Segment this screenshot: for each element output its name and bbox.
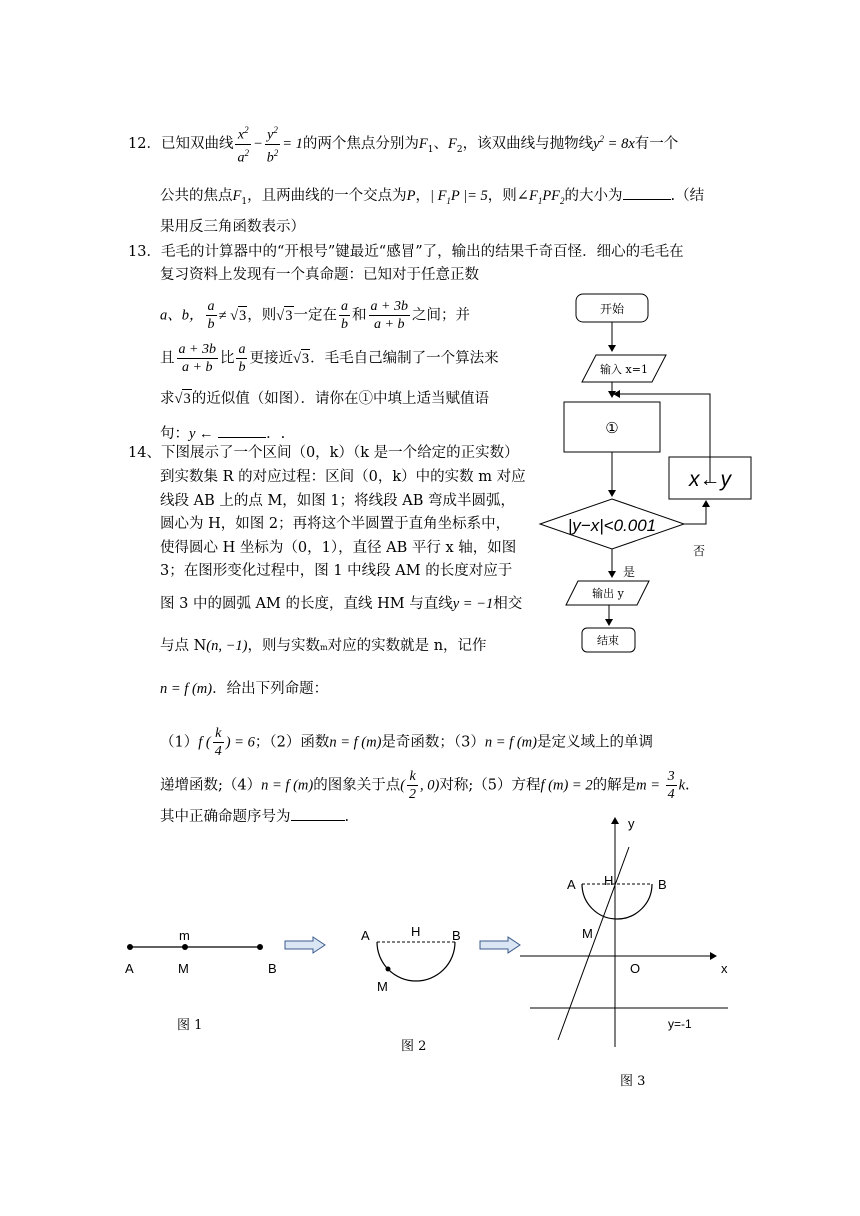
flow-yes-label: 是 bbox=[623, 565, 636, 579]
svg-text:H: H bbox=[604, 873, 614, 888]
q14-line-6: 3；在图形变化过程中，图 1 中线段 AM 的长度对应于 bbox=[160, 563, 513, 579]
frac-k-2: $\frac{k}{2}$ bbox=[409, 769, 417, 802]
frac-a3b-ab-2: $\frac{a + 3b}{a + b}$ bbox=[178, 342, 216, 375]
q12-line-1: 12．已知双曲线 $\frac{x^2}{a^2}$ − $\frac{y^2}{b^2}$ = 1的两个焦点分别为$F_1$、$F_2$，该双曲线与抛物线$y^2 = 8x$有一个 bbox=[128, 122, 678, 166]
q13-line-2: 复习资料上发现有一个真命题：已知对于任意正数 bbox=[160, 267, 479, 283]
q14-line-9: n = f (m)．给出下列命题： bbox=[160, 681, 329, 697]
svg-text:M: M bbox=[178, 961, 189, 976]
svg-text:H: H bbox=[411, 924, 421, 939]
q14-line-11: 递增函数;（4）n = f (m)的图象关于点( $\frac{k}{2}$ , 0)对称;（5）方程f (m) = 2的解是m = $\frac{3}{4}$ k. bbox=[160, 769, 690, 802]
fig1-point-M bbox=[182, 944, 188, 950]
q14-line-2: 到实数集 R 的对应过程：区间（0，k）中的实数 m 对应 bbox=[160, 469, 526, 485]
svg-text:A: A bbox=[361, 928, 370, 943]
flow-no-label: 否 bbox=[693, 544, 706, 558]
q14-line-4: 圆心为 H，如图 2；再将这个半圆置于直角坐标系中， bbox=[160, 516, 511, 532]
svg-text:B: B bbox=[268, 961, 277, 976]
q14-line-5: 使得圆心 H 坐标为（0，1），直径 AB 平行 x 轴，如图 bbox=[160, 540, 517, 556]
q14-line-12: 其中正确命题序号为 . bbox=[160, 806, 349, 826]
q14-line-10: （1）f ( $\frac{k}{4}$ ) = 6；（2）函数n = f (m)是奇函数；（3）n = f (m)是定义域上的单调 bbox=[160, 726, 653, 759]
q12-line-2: 公共的焦点$F_1$，且两曲线的一个交点为P，| $F_1P$ |= 5，则$\angle F_1PF_2$的大小为 .（结 bbox=[160, 185, 704, 211]
fig3-line-HM bbox=[558, 847, 629, 1040]
svg-text:A: A bbox=[567, 877, 576, 892]
frac-a-b-3: $\frac{a}{b}$ bbox=[238, 342, 246, 375]
q14-line-1: 14、下图展示了一个区间（0，k）（k 是一个给定的正实数） bbox=[128, 445, 519, 461]
q13-blank bbox=[218, 423, 266, 438]
q14-line-7: 图 3 中的圆弧 AM 的长度，直线 HM 与直线y = −1相交 bbox=[160, 596, 523, 612]
fig1-caption: 图 1 bbox=[177, 1018, 203, 1033]
svg-text:B: B bbox=[452, 928, 461, 943]
figure-3 bbox=[518, 812, 740, 1097]
q13-line-5: 求√3的近似值（如图）．请你在①中填上适当赋值语 bbox=[160, 391, 489, 407]
q13-line-3: a、b， $\frac{a}{b}$ ≠ √3，则√3一定在 $\frac{a}{b}$ 和 $\frac{a + 3b}{a + b}$ 之间；并 bbox=[160, 299, 470, 332]
frac-3-4: $\frac{3}{4}$ bbox=[667, 769, 675, 802]
flow-input-label: 输入 x=1 bbox=[600, 363, 648, 376]
fig2-caption: 图 2 bbox=[401, 1039, 427, 1054]
q14-blank bbox=[291, 806, 345, 821]
flow-end-label: 结束 bbox=[597, 634, 619, 647]
flow-start-label: 开始 bbox=[599, 302, 625, 316]
fig3-caption: 图 3 bbox=[620, 1074, 646, 1089]
svg-text:B: B bbox=[658, 877, 667, 892]
frac-y2-b2: $\frac{y^2}{b^2}$ bbox=[265, 122, 281, 166]
q13-line-6: 句：y ← ．. bbox=[160, 423, 285, 443]
svg-text:M: M bbox=[377, 979, 388, 994]
q13-line-1: 13．毛毛的计算器中的“开根号”键最近“感冒”了，输出的结果千奇百怪．细心的毛毛在 bbox=[128, 244, 684, 260]
flow-cond-label: |y−x|<0.001 bbox=[567, 516, 657, 535]
frac-a-b: $\frac{a}{b}$ bbox=[207, 299, 215, 332]
svg-text:m: m bbox=[179, 928, 190, 943]
q14-line-8: 与点 N(n, −1)，则与实数m对应的实数就是 n，记作 bbox=[160, 638, 487, 654]
figure-2 bbox=[355, 920, 480, 1060]
q13-line-4: 且 $\frac{a + 3b}{a + b}$ 比 $\frac{a}{b}$ 更接近√3．毛毛自己编制了一个算法来 bbox=[160, 342, 499, 375]
svg-text:A: A bbox=[125, 961, 134, 976]
fig2-point-M bbox=[386, 967, 391, 972]
q14-line-3: 线段 AB 上的点 M，如图 1；将线段 AB 弯成半圆弧， bbox=[160, 493, 515, 509]
frac-a-b-2: $\frac{a}{b}$ bbox=[341, 299, 349, 332]
svg-text:M: M bbox=[582, 926, 593, 941]
flowchart bbox=[530, 285, 760, 660]
fig1-point-B bbox=[257, 944, 263, 950]
flow-assign-label: x←y bbox=[689, 468, 731, 491]
q12-blank bbox=[623, 185, 671, 200]
q12-line-3: 果用反三角函数表示） bbox=[160, 219, 305, 235]
frac-k-4: $\frac{k}{4}$ bbox=[214, 726, 222, 759]
svg-text:y: y bbox=[628, 816, 635, 831]
svg-text:y=-1: y=-1 bbox=[668, 1017, 692, 1031]
flow-step1-label: ① bbox=[605, 419, 619, 437]
figure-1 bbox=[115, 920, 295, 1040]
fig1-point-A bbox=[127, 944, 133, 950]
svg-text:O: O bbox=[630, 961, 641, 976]
arrow-fig1-fig2 bbox=[283, 935, 329, 955]
frac-a3b-ab: $\frac{a + 3b}{a + b}$ bbox=[370, 299, 408, 332]
svg-text:x: x bbox=[721, 961, 728, 976]
flow-output-label: 输出 y bbox=[592, 587, 624, 600]
frac-x2-a2: $\frac{x^2}{a^2}$ bbox=[235, 122, 251, 166]
